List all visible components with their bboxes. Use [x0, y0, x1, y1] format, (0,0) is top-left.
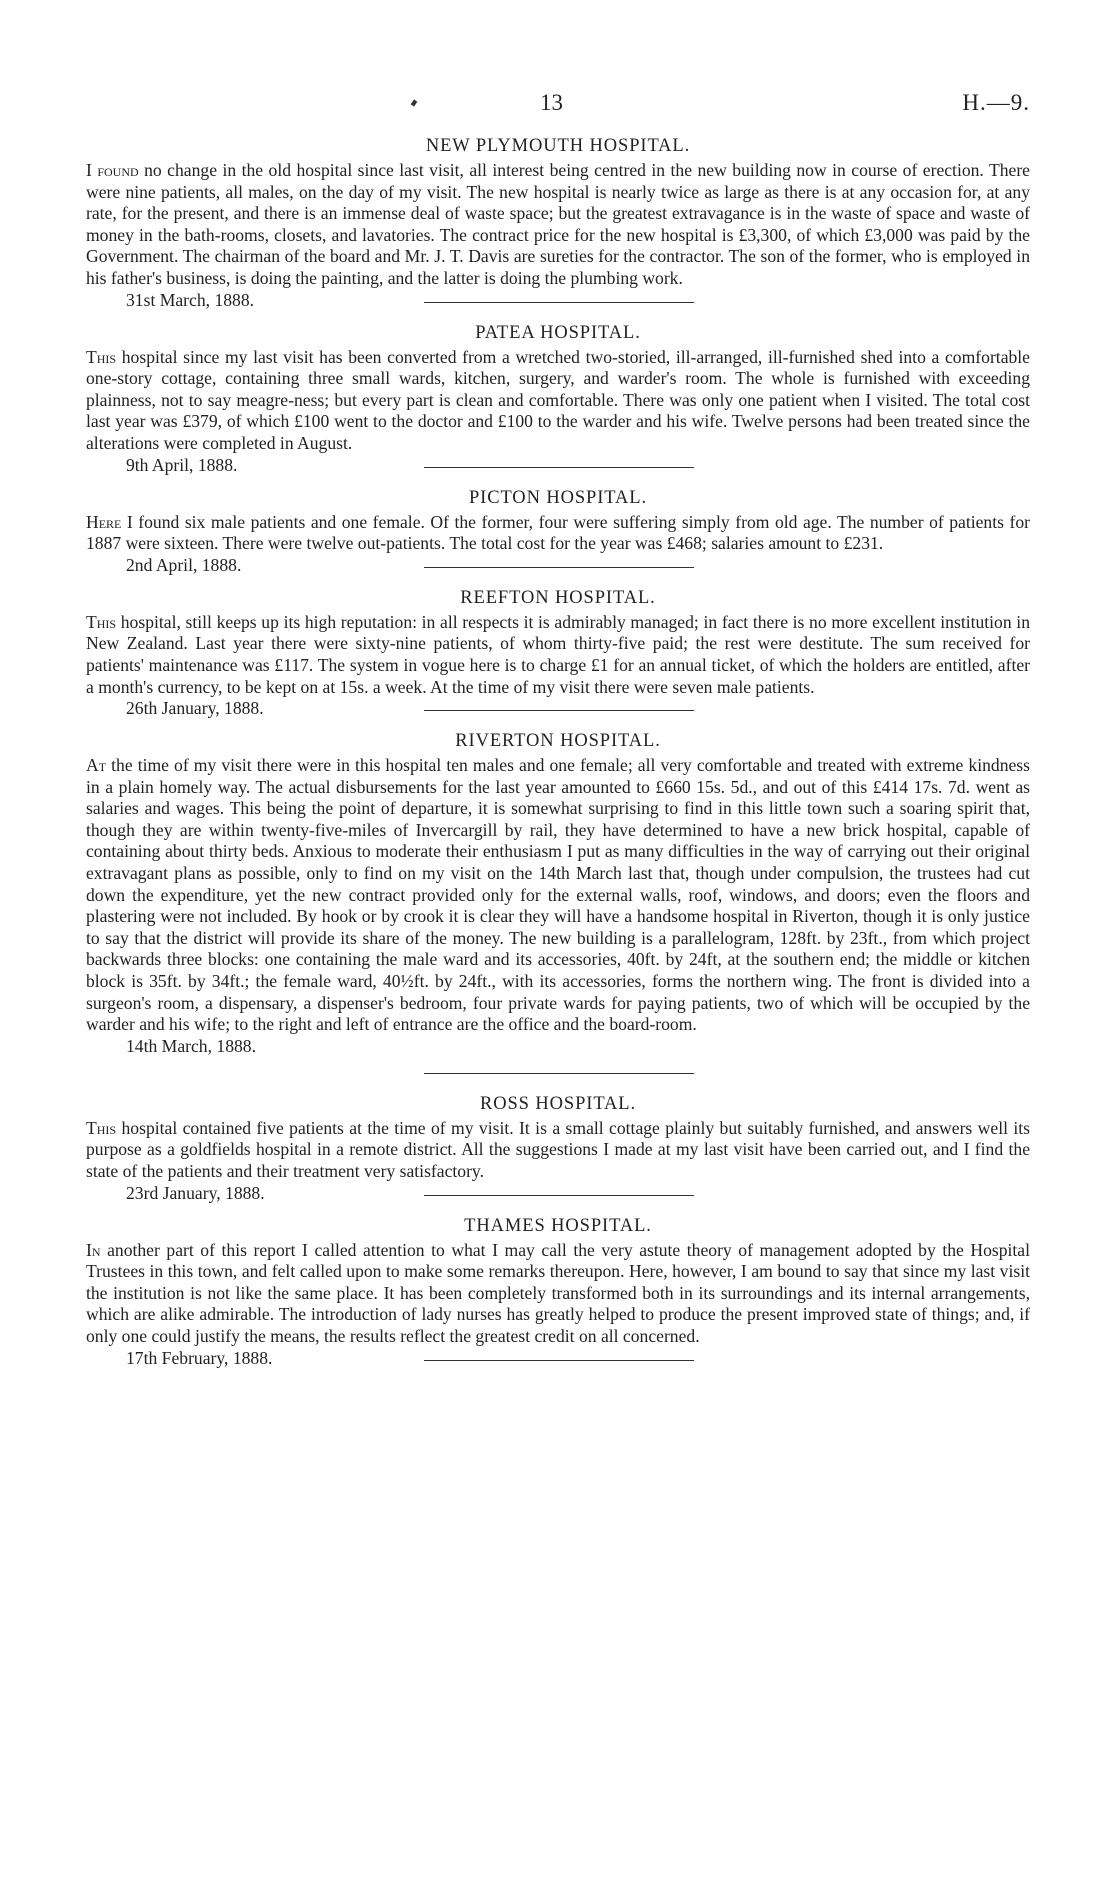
section-picton	[86, 486, 1030, 580]
section-riverton	[86, 729, 1030, 1086]
date-row	[86, 1348, 1030, 1373]
body-text: another part of this report I called attention to what I may call the very astute theory of management adopted by the Hospital Trustees in this town, and felt called upon to make some remarks thereupon. Here, however, I am bound to say that since my last visit the institution is not like the same place. It has been completely transformed both in its surroundings and its internal arrangements, which are alike admirable. The introduction of lady nurses has greatly helped to produce the present improved state of things; and, if only one could justify the means, the results reflect the greatest credit on all concerned.	[86, 1239, 1030, 1346]
section-title: THAMES HOSPITAL.	[464, 1215, 652, 1236]
section-divider	[424, 467, 694, 468]
document-reference: H.—9.	[962, 90, 1030, 115]
section-divider	[424, 710, 694, 711]
section-ross	[86, 1092, 1030, 1208]
lead-word: This	[86, 1117, 117, 1138]
lead-word: This	[86, 611, 117, 632]
body-text: hospital since my last visit has been converted from a wretched two-storied, ill-arranged, ill-furnished shed into a comfortable one-story cottage, containing three small wards, kitchen, surgery, and warder's room. The whole is furnished with exceeding plainness, not to say meagre-ness; but every part is clean and comfortable. There was only one patient when I visited. The total cost last year was £379, of which £100 went to the doctor and £100 to the warder and his wife. Twelve persons had been treated since the alterations were completed in August.	[86, 346, 1030, 453]
date-row	[86, 455, 1030, 480]
section-date: 23rd January, 1888.	[126, 1182, 265, 1203]
body-text: no change in the old hospital since last visit, all interest being centred in the new building now in course of erection. There were nine patients, all males, on the day of my visit. The new hospital is nearly twice as large as there is at any occasion for, at any rate, for the present, and there is an immense deal of waste space; but the greatest extravagance is in the waste of space and waste of money in the bath-rooms, closets, and lavatories. The contract price for the new hospital is £3,300, of which £3,000 was paid by the Government. The chairman of the board and Mr. J. T. Davis are sureties for the contractor. The son of the former, who is employed in his father's business, is doing the painting, and the latter is doing the plumbing work.	[86, 160, 1030, 288]
section-title: ROSS HOSPITAL.	[479, 1093, 637, 1114]
section-date: 2nd April, 1888.	[126, 554, 242, 575]
section-body	[86, 512, 1030, 555]
section-title: NEW PLYMOUTH HOSPITAL.	[425, 136, 691, 156]
divider-row	[86, 1061, 1030, 1086]
body-text: the time of my visit there were in this hospital ten males and one female; all very comfortable and treated with extreme kindness in a plain homely way. The actual disbursements for the last year amounted to £660 15s. 5d., and out of this £414 17s. 7d. went as salaries and wages. This being the point of departure, it is somewhat surprising to find in this little town such a soaring spirit that, though they are within twenty-five-miles of Invercargill by rail, they have determined to have a new brick hospital, capable of containing about thirty beds. Anxious to moderate their enthusiasm I put as many difficulties in the way of carrying out their original extravagant plans as possible, only to find on my visit on the 14th March last that, though under compulsion, the trustees had cut down the expenditure, yet the new contract provided only for the external walls, roof, windows, and doors; even the floors and plastering were not included. By hook or by crook it is clear they will have a handsome hospital in Riverton, though it is only justice to say that the district will provide its share of the money. The new building is a parallelogram, 128ft. by 23ft., from which project backwards three blocks: one containing the male ward and its accessories, 40ft. by 24ft, at the southern end; the middle or kitchen block is 35ft. by 34ft.; the female ward, 40½ft. by 24ft., with its accessories, forms the northern wing. The front is divided into a surgeon's room, a dispensary, a dispenser's bedroom, four private wards for paying patients, two of which will be occupied by the warder and his wife; to the right and left of entrance are the office and the board-room.	[86, 755, 1030, 1035]
section-body	[86, 612, 1030, 698]
lead-word: At	[86, 755, 107, 776]
date-row	[86, 1036, 1030, 1061]
section-new-plymouth	[86, 134, 1030, 315]
lead-word: Here	[86, 511, 122, 532]
section-reefton	[86, 586, 1030, 723]
section-divider	[424, 1073, 694, 1074]
body-text: hospital contained five patients at the time of my visit. It is a small cottage plainly but suitably furnished, and answers well its purpose as a goldfields hospital in a remote district. All the suggestions I made at my last visit have been carried out, and I find the state of the patients and their treatment very satisfactory.	[86, 1117, 1030, 1181]
date-row	[86, 698, 1030, 723]
date-row	[86, 555, 1030, 580]
section-date: 14th March, 1888.	[126, 1035, 256, 1056]
lead-word: In	[86, 1239, 101, 1260]
page-number: 13	[540, 90, 563, 115]
section-title: PICTON HOSPITAL.	[468, 487, 648, 508]
body-text: hospital, still keeps up its high reputation: in all respects it is admirably managed; in fact there is no more excellent institution in New Zealand. Last year there were sixty-nine patients, of whom thirty-five paid; the rest were destitute. The sum received for patients' maintenance was £117. The system in vogue here is to charge £1 for an annual ticket, of which the holders are entitled, after a month's currency, to be kept on at 15s. a week. At the time of my visit there were seven male patients.	[86, 611, 1030, 697]
section-thames	[86, 1214, 1030, 1373]
section-body	[86, 755, 1030, 1036]
section-date: 17th February, 1888.	[126, 1347, 273, 1368]
body-text: I found six male patients and one female. Of the former, four were suffering simply from old age. The number of patients for 1887 were sixteen. There were twelve out-patients. The total cost for the year was £468; salaries amount to £231.	[86, 511, 1030, 554]
section-title: REEFTON HOSPITAL.	[460, 587, 656, 608]
section-date: 31st March, 1888.	[126, 289, 255, 310]
lead-word: This	[86, 346, 117, 367]
lead-word: I found	[86, 160, 139, 180]
section-divider	[424, 1360, 694, 1361]
section-body	[86, 1118, 1030, 1183]
section-title: PATEA HOSPITAL.	[475, 322, 641, 343]
page-header	[86, 92, 1030, 134]
date-row	[86, 290, 1030, 315]
document-page	[86, 92, 1030, 1373]
section-body	[86, 1240, 1030, 1348]
section-divider	[424, 567, 694, 568]
section-title: RIVERTON HOSPITAL.	[455, 731, 661, 752]
section-patea	[86, 321, 1030, 480]
section-date: 26th January, 1888.	[126, 698, 264, 719]
section-divider	[424, 1195, 694, 1196]
section-body	[86, 347, 1030, 455]
date-row	[86, 1183, 1030, 1208]
section-body	[86, 160, 1030, 290]
section-date: 9th April, 1888.	[126, 454, 238, 475]
section-divider	[424, 302, 694, 303]
